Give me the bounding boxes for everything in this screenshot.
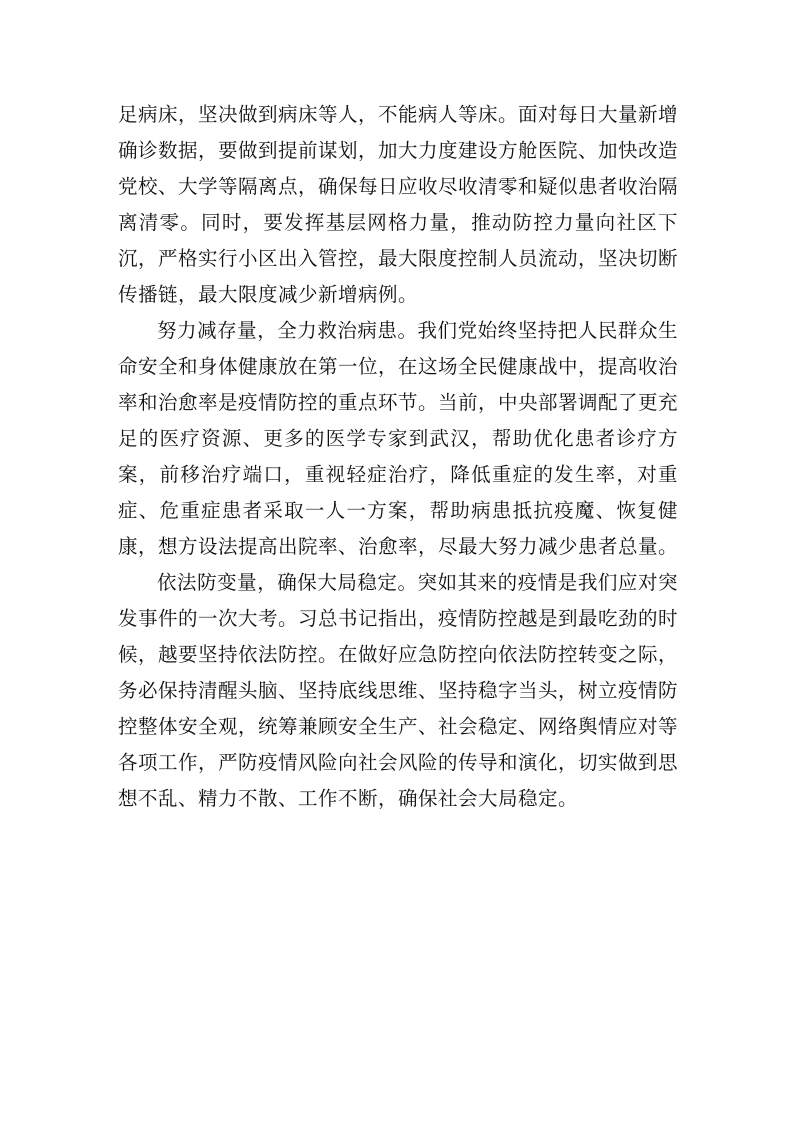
paragraph-reduce-stock: 努力减存量，全力救治病患。我们党始终坚持把人民群众生命安全和身体健康放在第一位，在这场全民健康战中，提高收治率和治愈率是疫情防控的重点环节。当前，中央部署调配了更充足的医疗资源、更多的医学专家到武汉，帮助优化患者诊疗方案，前移治疗端口，重视轻症治疗，降低重症的发生率，对重症、危重症患者采取一人一方案，帮助病患抵抗疫魔、恢复健康，想方设法提高出院率、治愈率，尽最大努力减少患者总量。 [118, 319, 679, 558]
document-page [118, 97, 678, 817]
paragraph-continued: 足病床，坚决做到病床等人，不能病人等床。面对每日大量新增确诊数据，要做到提前谋划，加大力度建设方舱医院、加快改造党校、大学等隔离点，确保每日应收尽收清零和疑似患者收治隔离清零。同时，要发挥基层网格力量，推动防控力量向社区下沉，严格实行小区出入管控，最大限度控制人员流动，坚决切断传播链，最大限度减少新增病例。 [118, 103, 679, 306]
paragraph-prevent-variables: 依法防变量，确保大局稳定。突如其来的疫情是我们应对突发事件的一次大考。习总书记指出，疫情防控越是到最吃劲的时候，越要坚持依法防控。在做好应急防控向依法防控转变之际，务必保持清醒头脑、坚持底线思维、坚持稳字当头，树立疫情防控整体安全观，统筹兼顾安全生产、社会稳定、网络舆情应对等各项工作，严防疫情风险向社会风险的传导和演化，切实做到思想不乱、精力不散、工作不断，确保社会大局稳定。 [118, 571, 679, 810]
